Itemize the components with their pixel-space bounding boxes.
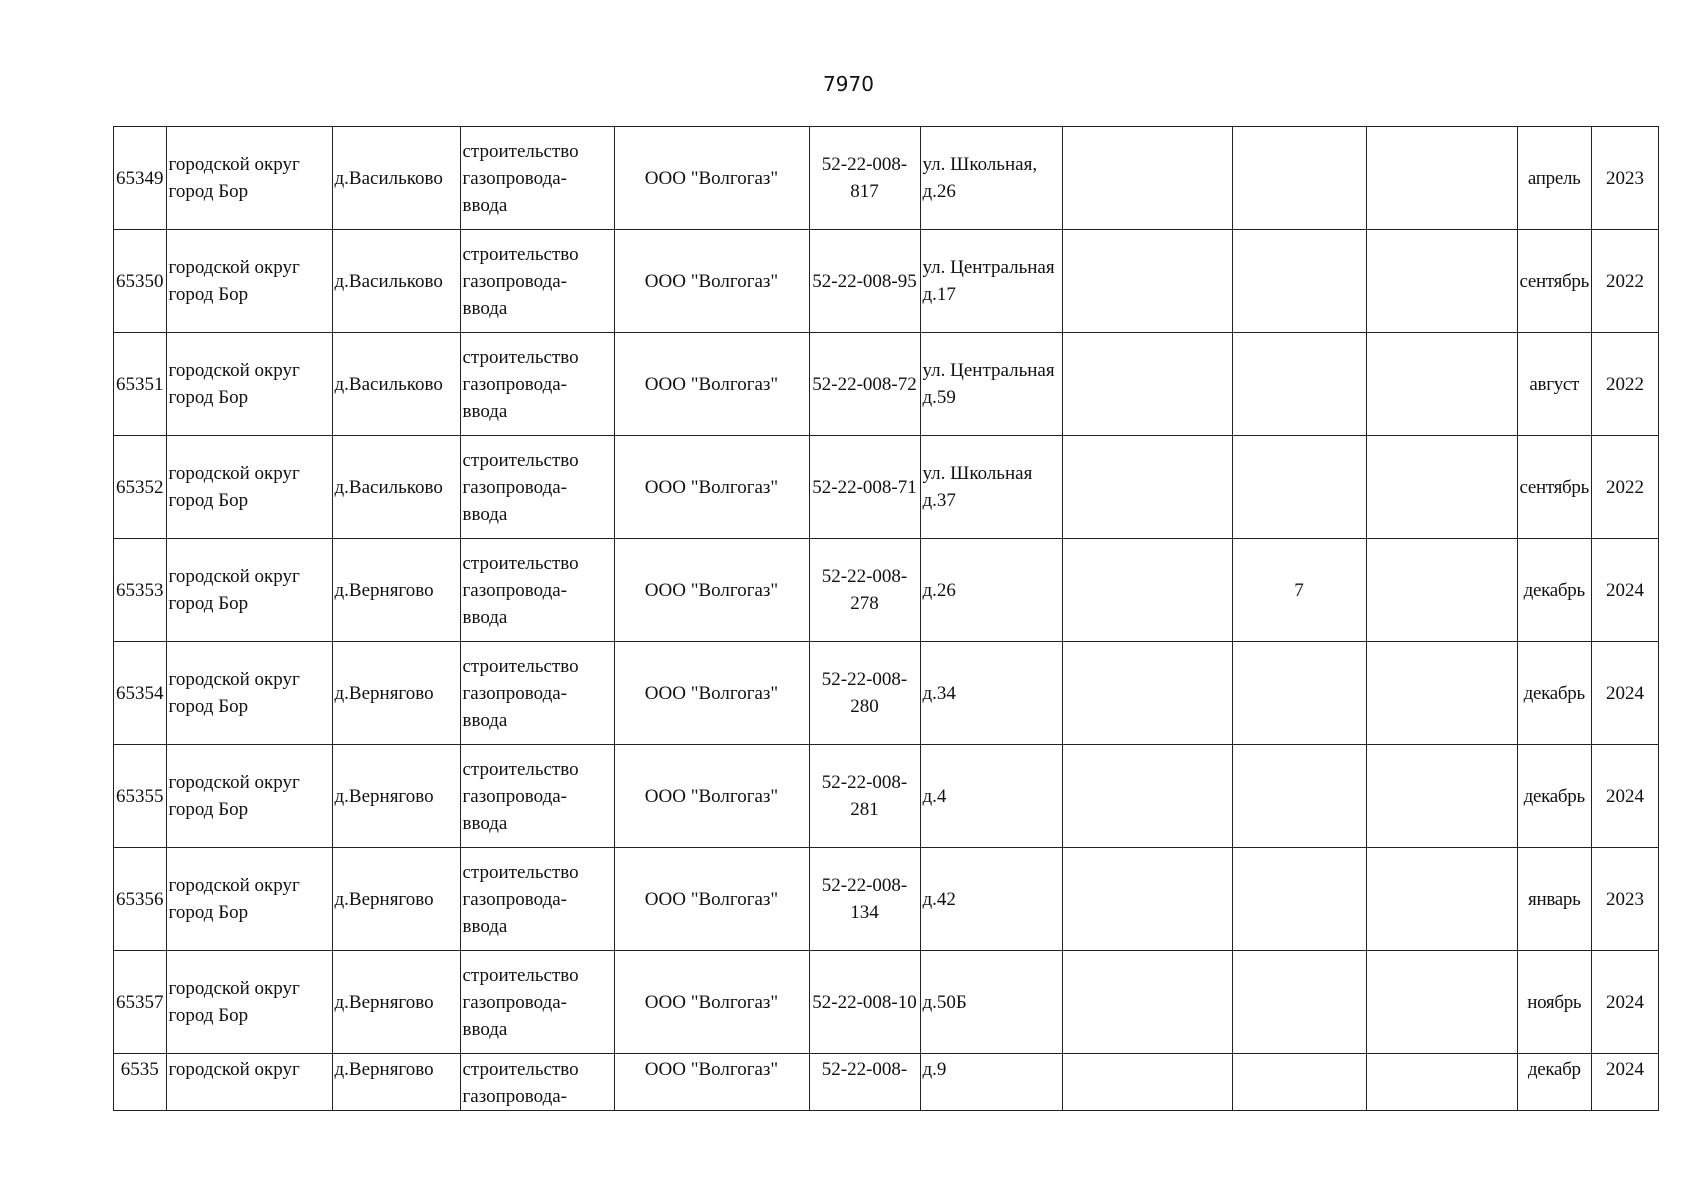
cell-work-type: строительство газопровода-ввода [460,745,614,848]
cell-empty [1062,848,1232,951]
cell-number: 65349 [114,127,167,230]
cell-empty [1062,745,1232,848]
cell-organization: ООО "Волгогаз" [614,230,809,333]
cell-work-type: строительство газопровода-ввода [460,333,614,436]
cell-code: 52-22-008-280 [809,642,920,745]
cell-year: 2024 [1592,1054,1659,1111]
cell-empty [1366,230,1517,333]
cell-address: д.50Б [920,951,1062,1054]
cell-month: декабрь [1517,745,1592,848]
cell-empty [1366,539,1517,642]
cell-number: 6535 [114,1054,167,1111]
table-row [114,333,1659,436]
cell-work-type: строительство газопровода-ввода [460,951,614,1054]
cell-address: д.4 [920,745,1062,848]
cell-number: 65353 [114,539,167,642]
cell-code: 52-22-008-71 [809,436,920,539]
table-row [114,539,1659,642]
cell-locality: д.Вернягово [332,745,460,848]
cell-year: 2023 [1592,127,1659,230]
cell-month: сентябрь [1517,436,1592,539]
cell-month: январь [1517,848,1592,951]
cell-value [1232,436,1366,539]
cell-value: 7 [1232,539,1366,642]
cell-month: декабрь [1517,642,1592,745]
cell-value [1232,642,1366,745]
cell-number: 65350 [114,230,167,333]
cell-empty [1062,1054,1232,1111]
cell-month: декабрь [1517,539,1592,642]
cell-work-type: строительство газопровода-ввода [460,539,614,642]
cell-locality: д.Васильково [332,436,460,539]
cell-address: д.26 [920,539,1062,642]
cell-address: д.9 [920,1054,1062,1111]
cell-locality: д.Васильково [332,333,460,436]
cell-organization: ООО "Волгогаз" [614,127,809,230]
cell-district: городской округ город Бор [166,848,332,951]
table-body [114,127,1659,1111]
cell-work-type: строительство газопровода-ввода [460,127,614,230]
cell-value [1232,230,1366,333]
cell-month: декабр [1517,1054,1592,1111]
cell-year: 2022 [1592,333,1659,436]
cell-value [1232,1054,1366,1111]
cell-address: ул. Центральная д.59 [920,333,1062,436]
cell-value [1232,333,1366,436]
cell-empty [1366,436,1517,539]
cell-year: 2024 [1592,951,1659,1054]
cell-organization: ООО "Волгогаз" [614,333,809,436]
cell-district: городской округ город Бор [166,127,332,230]
cell-organization: ООО "Волгогаз" [614,436,809,539]
cell-address: д.34 [920,642,1062,745]
cell-empty [1062,230,1232,333]
cell-locality: д.Вернягово [332,951,460,1054]
cell-district: городской округ город Бор [166,642,332,745]
cell-organization: ООО "Волгогаз" [614,951,809,1054]
cell-number: 65356 [114,848,167,951]
cell-district: городской округ город Бор [166,230,332,333]
cell-work-type: строительство газопровода-ввода [460,848,614,951]
cell-work-type: строительство газопровода-ввода [460,230,614,333]
cell-year: 2023 [1592,848,1659,951]
cell-district: городской округ город Бор [166,539,332,642]
cell-empty [1366,127,1517,230]
cell-empty [1366,745,1517,848]
cell-empty [1366,848,1517,951]
cell-value [1232,848,1366,951]
cell-code: 52-22-008-281 [809,745,920,848]
table-row [114,745,1659,848]
cell-year: 2024 [1592,539,1659,642]
cell-number: 65352 [114,436,167,539]
cell-number: 65355 [114,745,167,848]
cell-code: 52-22-008-95 [809,230,920,333]
cell-code: 52-22-008- [809,1054,920,1111]
cell-empty [1366,333,1517,436]
cell-number: 65354 [114,642,167,745]
cell-year: 2024 [1592,642,1659,745]
cell-locality: д.Васильково [332,230,460,333]
cell-value [1232,127,1366,230]
table-row [114,127,1659,230]
cell-locality: д.Васильково [332,127,460,230]
table-row [114,848,1659,951]
table-row [114,1054,1659,1111]
cell-month: ноябрь [1517,951,1592,1054]
cell-empty [1062,333,1232,436]
cell-address: ул. Центральная д.17 [920,230,1062,333]
cell-empty [1062,539,1232,642]
cell-empty [1366,951,1517,1054]
cell-locality: д.Вернягово [332,642,460,745]
cell-district: городской округ город Бор [166,436,332,539]
page-number: 7970 [823,72,874,96]
cell-work-type: строительство газопровода-ввода [460,642,614,745]
cell-year: 2022 [1592,230,1659,333]
cell-address: д.42 [920,848,1062,951]
cell-code: 52-22-008-278 [809,539,920,642]
cell-work-type: строительство газопровода-ввода [460,436,614,539]
table-row [114,436,1659,539]
cell-district: городской округ город Бор [166,333,332,436]
cell-empty [1366,642,1517,745]
cell-address: ул. Школьная, д.26 [920,127,1062,230]
cell-code: 52-22-008-10 [809,951,920,1054]
table-row [114,951,1659,1054]
cell-code: 52-22-008-134 [809,848,920,951]
cell-address: ул. Школьная д.37 [920,436,1062,539]
cell-empty [1062,642,1232,745]
cell-locality: д.Вернягово [332,848,460,951]
cell-empty [1366,1054,1517,1111]
cell-empty [1062,951,1232,1054]
cell-organization: ООО "Волгогаз" [614,848,809,951]
cell-month: сентябрь [1517,230,1592,333]
cell-year: 2022 [1592,436,1659,539]
cell-organization: ООО "Волгогаз" [614,642,809,745]
cell-month: апрель [1517,127,1592,230]
cell-year: 2024 [1592,745,1659,848]
cell-district: городской округ город Бор [166,951,332,1054]
cell-code: 52-22-008-817 [809,127,920,230]
cell-value [1232,745,1366,848]
cell-locality: д.Вернягово [332,539,460,642]
cell-organization: ООО "Волгогаз" [614,1054,809,1111]
table-row [114,230,1659,333]
cell-locality: д.Вернягово [332,1054,460,1111]
cell-district: городской округ [166,1054,332,1111]
cell-value [1232,951,1366,1054]
cell-code: 52-22-008-72 [809,333,920,436]
cell-empty [1062,127,1232,230]
cell-month: август [1517,333,1592,436]
cell-work-type: строительство газопровода- [460,1054,614,1111]
cell-organization: ООО "Волгогаз" [614,745,809,848]
register-table [113,126,1659,1111]
cell-organization: ООО "Волгогаз" [614,539,809,642]
cell-district: городской округ город Бор [166,745,332,848]
table-row [114,642,1659,745]
cell-number: 65351 [114,333,167,436]
cell-number: 65357 [114,951,167,1054]
cell-empty [1062,436,1232,539]
